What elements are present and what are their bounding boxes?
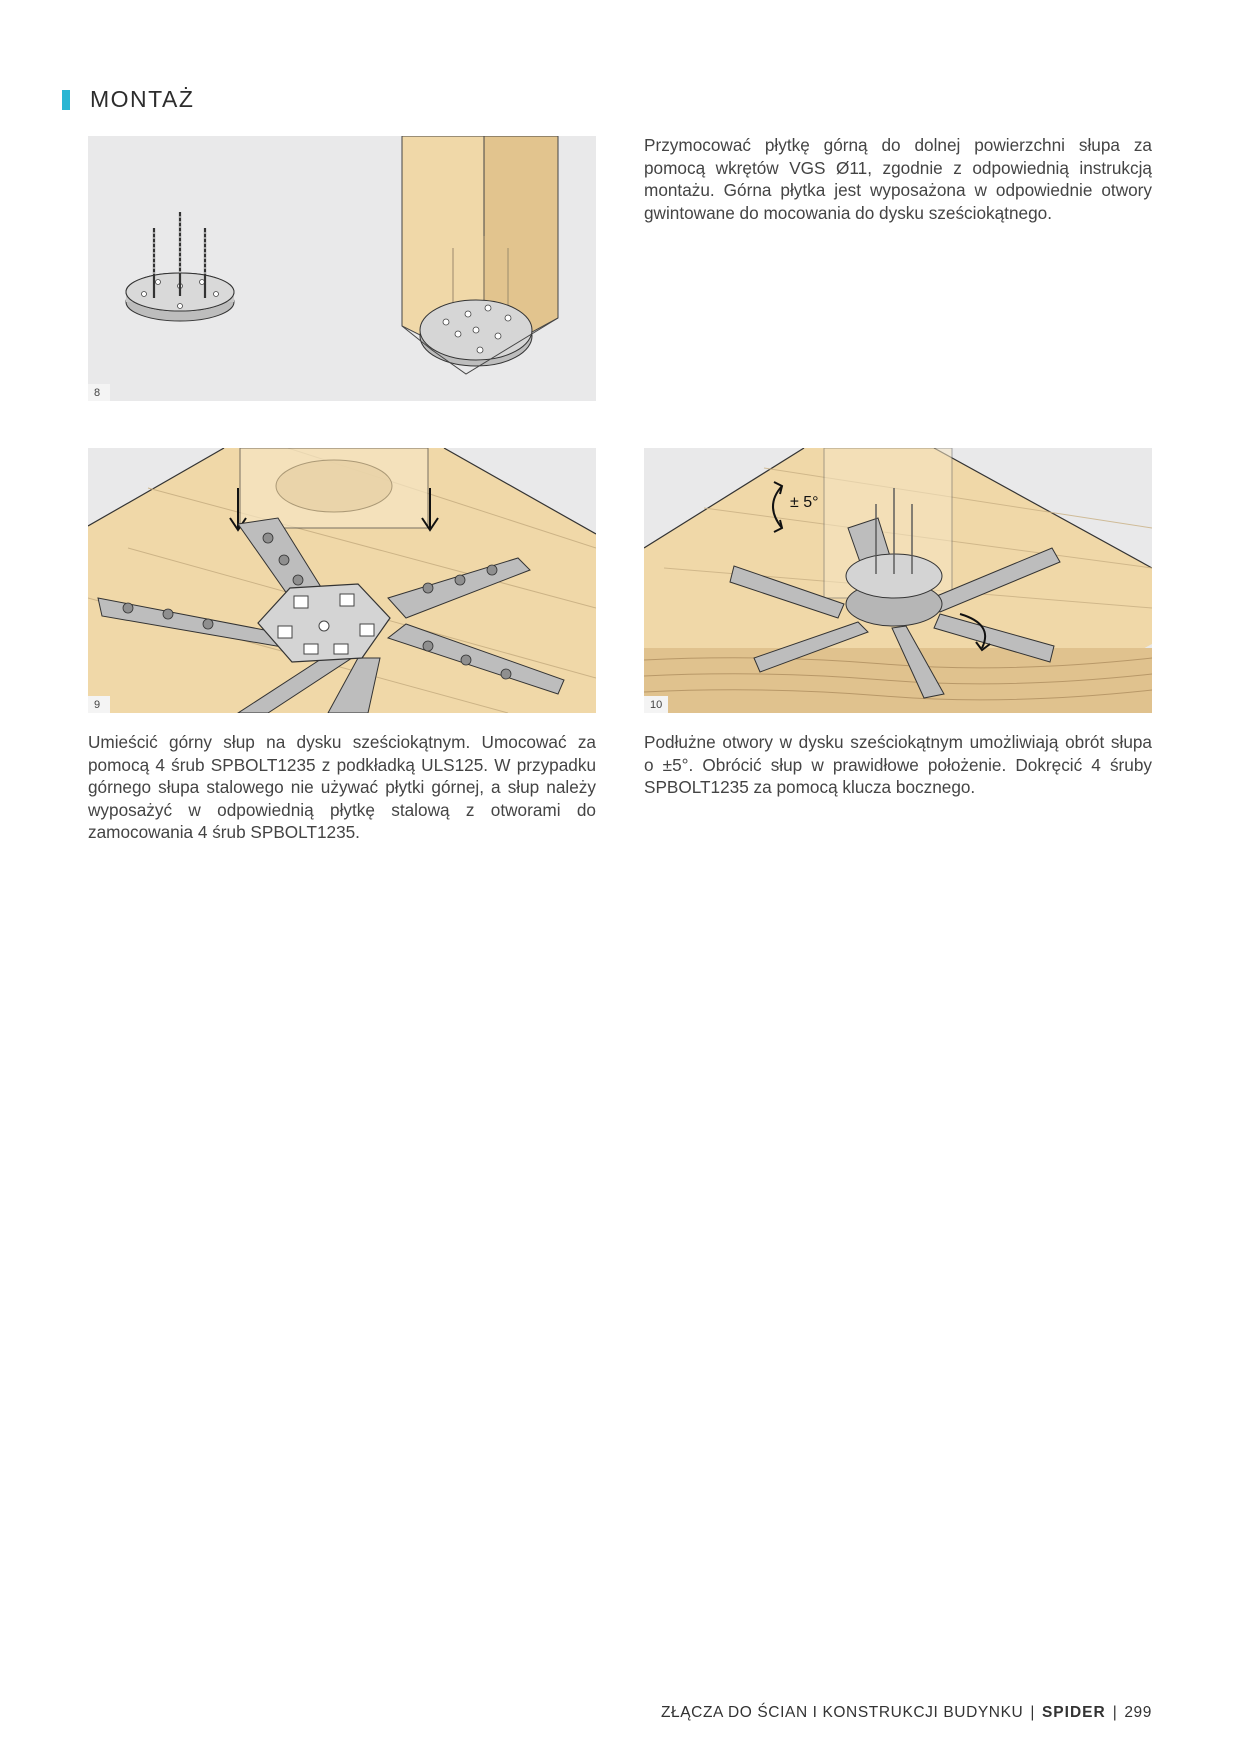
rotation-angle-label: ± 5°	[790, 494, 819, 511]
instruction-step-8: Przymocować płytkę górną do dolnej powierzchni słupa za pomocą wkrętów VGS Ø11, zgodnie z odpowiednią instrukcją montażu. Górna płytka jest wyposażona w odpowiednie otwory gwintowane do mocowania do dysku sześciokątnego.	[644, 135, 1152, 223]
page-footer	[661, 1704, 1152, 1722]
section-marker	[62, 90, 70, 110]
figure-9	[88, 448, 596, 713]
footer-separator: |	[1030, 1704, 1035, 1721]
figure-8	[88, 136, 596, 401]
figure-10	[644, 448, 1152, 713]
instruction-step-9: Umieścić górny słup na dysku sześciokątnym. Umocować za pomocą 4 śrub SPBOLT1235 z podkładką ULS125. W przypadku górnego słupa stalowego nie używać płytki górnej, a słup należy wyposażyć w odpowiednią płytkę stalową z otworami do zamocowania 4 śrub SPBOLT1235.	[88, 732, 596, 843]
figure-number: 10	[644, 696, 668, 713]
figure-number: 8	[88, 384, 110, 401]
footer-separator: |	[1112, 1704, 1118, 1721]
page-number: 299	[1124, 1704, 1152, 1721]
instruction-step-10: Podłużne otwory w dysku sześciokątnym umożliwiają obrót słupa o ±5°. Obrócić słup w prawidłowe położenie. Dokręcić 4 śruby SPBOLT1235 za pomocą klucza bocznego.	[644, 732, 1152, 798]
figure-8-illustration	[88, 136, 596, 401]
figure-10-illustration	[644, 448, 1152, 713]
footer-category: ZŁĄCZA DO ŚCIAN I KONSTRUKCJI BUDYNKU	[660, 1704, 1024, 1721]
section-title: MONTAŻ	[90, 86, 195, 112]
figure-number: 9	[88, 696, 110, 713]
figure-9-illustration	[88, 448, 596, 713]
footer-product: SPIDER	[1041, 1704, 1106, 1721]
section-header	[62, 86, 194, 113]
